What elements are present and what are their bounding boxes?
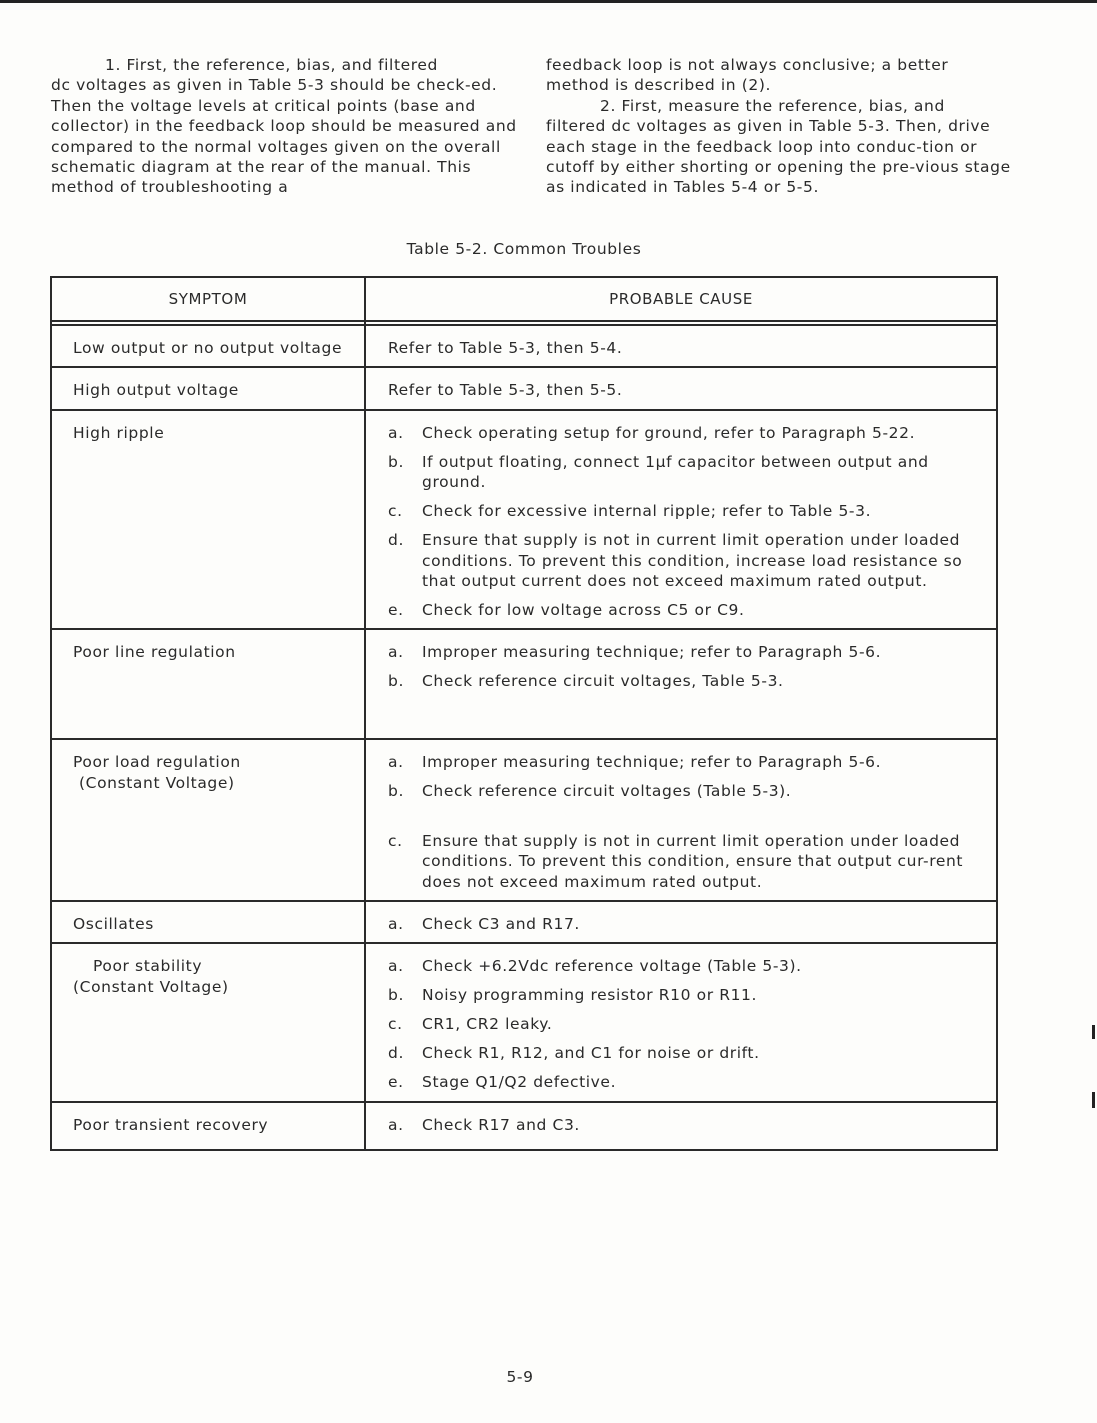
symptom-text: Low output or no output voltage (73, 339, 343, 357)
cause-letter: e. (388, 601, 404, 620)
cause-text: Check R1, R12, and C1 for noise or drift. (422, 1044, 760, 1063)
cause-text: Check reference circuit voltages, Table 5-3. (422, 672, 784, 691)
cause-item (388, 671, 988, 691)
scan-edge-mark (1092, 1092, 1095, 1108)
common-troubles-table (50, 276, 998, 1151)
cause-text: Improper measuring technique; refer to Paragraph 5-6. (422, 753, 882, 772)
cause-letter: a. (388, 957, 404, 976)
cause-item (388, 781, 988, 801)
cause-letter: b. (388, 782, 404, 801)
cause-cell (365, 629, 997, 739)
intro-right-column (546, 55, 1016, 198)
cause-item (388, 423, 988, 443)
cause-text: Improper measuring technique; refer to Paragraph 5-6. (422, 643, 882, 662)
symptom-text: Oscillates (73, 915, 154, 934)
symptom-text: Poor line regulation (73, 643, 236, 662)
cause-text: Check operating setup for ground, refer to Paragraph 5-22. (422, 423, 916, 442)
symptom-subtext: (Constant Voltage) (73, 977, 229, 996)
page-top-rule (0, 0, 1097, 3)
cause-item (388, 501, 988, 521)
symptom-cell (51, 629, 365, 739)
cause-cell (365, 410, 997, 630)
symptom-text: Poor stability (93, 957, 203, 976)
table-row (51, 739, 997, 901)
table-row (51, 901, 997, 943)
cause-letter: a. (388, 915, 404, 934)
cause-text: Refer to Table 5-3, then 5-4. (388, 339, 623, 357)
table-caption: Table 5-2. Common Troubles (406, 240, 642, 258)
cause-letter: b. (388, 672, 404, 691)
cause-letter: a. (388, 423, 404, 442)
symptom-cell (51, 367, 365, 409)
cause-text: Stage Q1/Q2 defective. (422, 1073, 617, 1092)
intro-right-body: filtered dc voltages as given in Table 5-3. Then, drive each stage in the feedback loop into conduc-tion or cutoff by either shorting or opening the pre-vious stage as indicated in Tables 5-4 or 5-5. (546, 117, 1011, 197)
cause-item (388, 642, 988, 662)
header-probable-cause: PROBABLE CAUSE (365, 277, 997, 321)
table-row (51, 629, 997, 739)
cause-text: If output floating, connect 1μf capacitor between output and ground. (422, 452, 929, 492)
cause-text: Check R17 and C3. (422, 1115, 580, 1134)
header-symptom: SYMPTOM (51, 277, 365, 321)
cause-letter: c. (388, 1015, 403, 1034)
symptom-cell (51, 410, 365, 630)
scan-edge-mark (1092, 1025, 1095, 1039)
cause-item (388, 1043, 988, 1063)
cause-item (388, 530, 988, 591)
cause-item (388, 985, 988, 1005)
symptom-text: High output voltage (73, 381, 239, 400)
cause-letter: d. (388, 1044, 404, 1063)
cause-cell (365, 739, 997, 901)
cause-letter: a. (388, 643, 404, 662)
table-row (51, 943, 997, 1101)
symptom-cell (51, 1102, 365, 1150)
intro-left-column (51, 55, 521, 198)
symptom-text: Poor load regulation (73, 753, 241, 772)
cause-cell (365, 901, 997, 943)
cause-letter: a. (388, 753, 404, 772)
cause-item (388, 752, 988, 772)
cause-letter: c. (388, 502, 403, 521)
cause-item (388, 1014, 988, 1034)
symptom-subtext: (Constant Voltage) (79, 773, 235, 792)
table-row (51, 367, 997, 409)
cause-text: Ensure that supply is not in current limit operation under loaded conditions. To prevent this condition, increase load resistance so that output current does not exceed maximum rated output. (422, 531, 963, 591)
symptom-text: Poor transient recovery (73, 1115, 269, 1134)
intro-right-continuation: feedback loop is not always conclusive; a better method is described in (2). (546, 56, 949, 95)
table-row (51, 410, 997, 630)
cause-item (388, 1115, 988, 1135)
cause-letter: d. (388, 531, 404, 550)
intro-left-line1: 1. First, the reference, bias, and filtered (105, 56, 438, 74)
table-row (51, 325, 997, 367)
intro-right-line1: 2. First, measure the reference, bias, and (600, 96, 945, 115)
cause-letter: b. (388, 986, 404, 1005)
table-header-row (51, 277, 997, 321)
cause-item (388, 914, 988, 934)
cause-cell (365, 325, 997, 367)
cause-text: Check for excessive internal ripple; refer to Table 5-3. (422, 502, 872, 521)
symptom-cell (51, 325, 365, 367)
cause-text: Check for low voltage across C5 or C9. (422, 601, 745, 620)
cause-text: CR1, CR2 leaky. (422, 1015, 553, 1034)
cause-text: Check +6.2Vdc reference voltage (Table 5-3). (422, 957, 802, 976)
cause-item (388, 1072, 988, 1092)
symptom-cell (51, 943, 365, 1101)
cause-cell (365, 943, 997, 1101)
table-row (51, 1102, 997, 1150)
cause-letter: e. (388, 1073, 404, 1092)
cause-item (388, 452, 988, 493)
cause-letter: c. (388, 831, 403, 850)
cause-item (388, 956, 988, 976)
cause-text: Ensure that supply is not in current limit operation under loaded conditions. To prevent this condition, ensure that output cur-rent does not exceed maximum rated output. (422, 831, 964, 891)
symptom-text: High ripple (73, 423, 165, 442)
cause-item (388, 600, 988, 620)
cause-text: Refer to Table 5-3, then 5-5. (388, 381, 623, 400)
cause-item (388, 831, 988, 892)
symptom-cell (51, 739, 365, 901)
cause-text: Noisy programming resistor R10 or R11. (422, 986, 758, 1005)
cause-letter: b. (388, 452, 404, 471)
cause-cell (365, 1102, 997, 1150)
symptom-cell (51, 901, 365, 943)
cause-cell (365, 367, 997, 409)
intro-left-body: dc voltages as given in Table 5-3 should be check-ed. Then the voltage levels at critical points (base and collector) in the feedback loop should be measured and compared to the normal voltages given on the overall schematic diagram at the rear of the manual. This method of troubleshooting a (51, 76, 517, 197)
page-number: 5-9 (506, 1368, 534, 1386)
cause-text: Check reference circuit voltages (Table 5-3). (422, 782, 792, 801)
cause-letter: a. (388, 1115, 404, 1134)
cause-text: Check C3 and R17. (422, 915, 580, 934)
